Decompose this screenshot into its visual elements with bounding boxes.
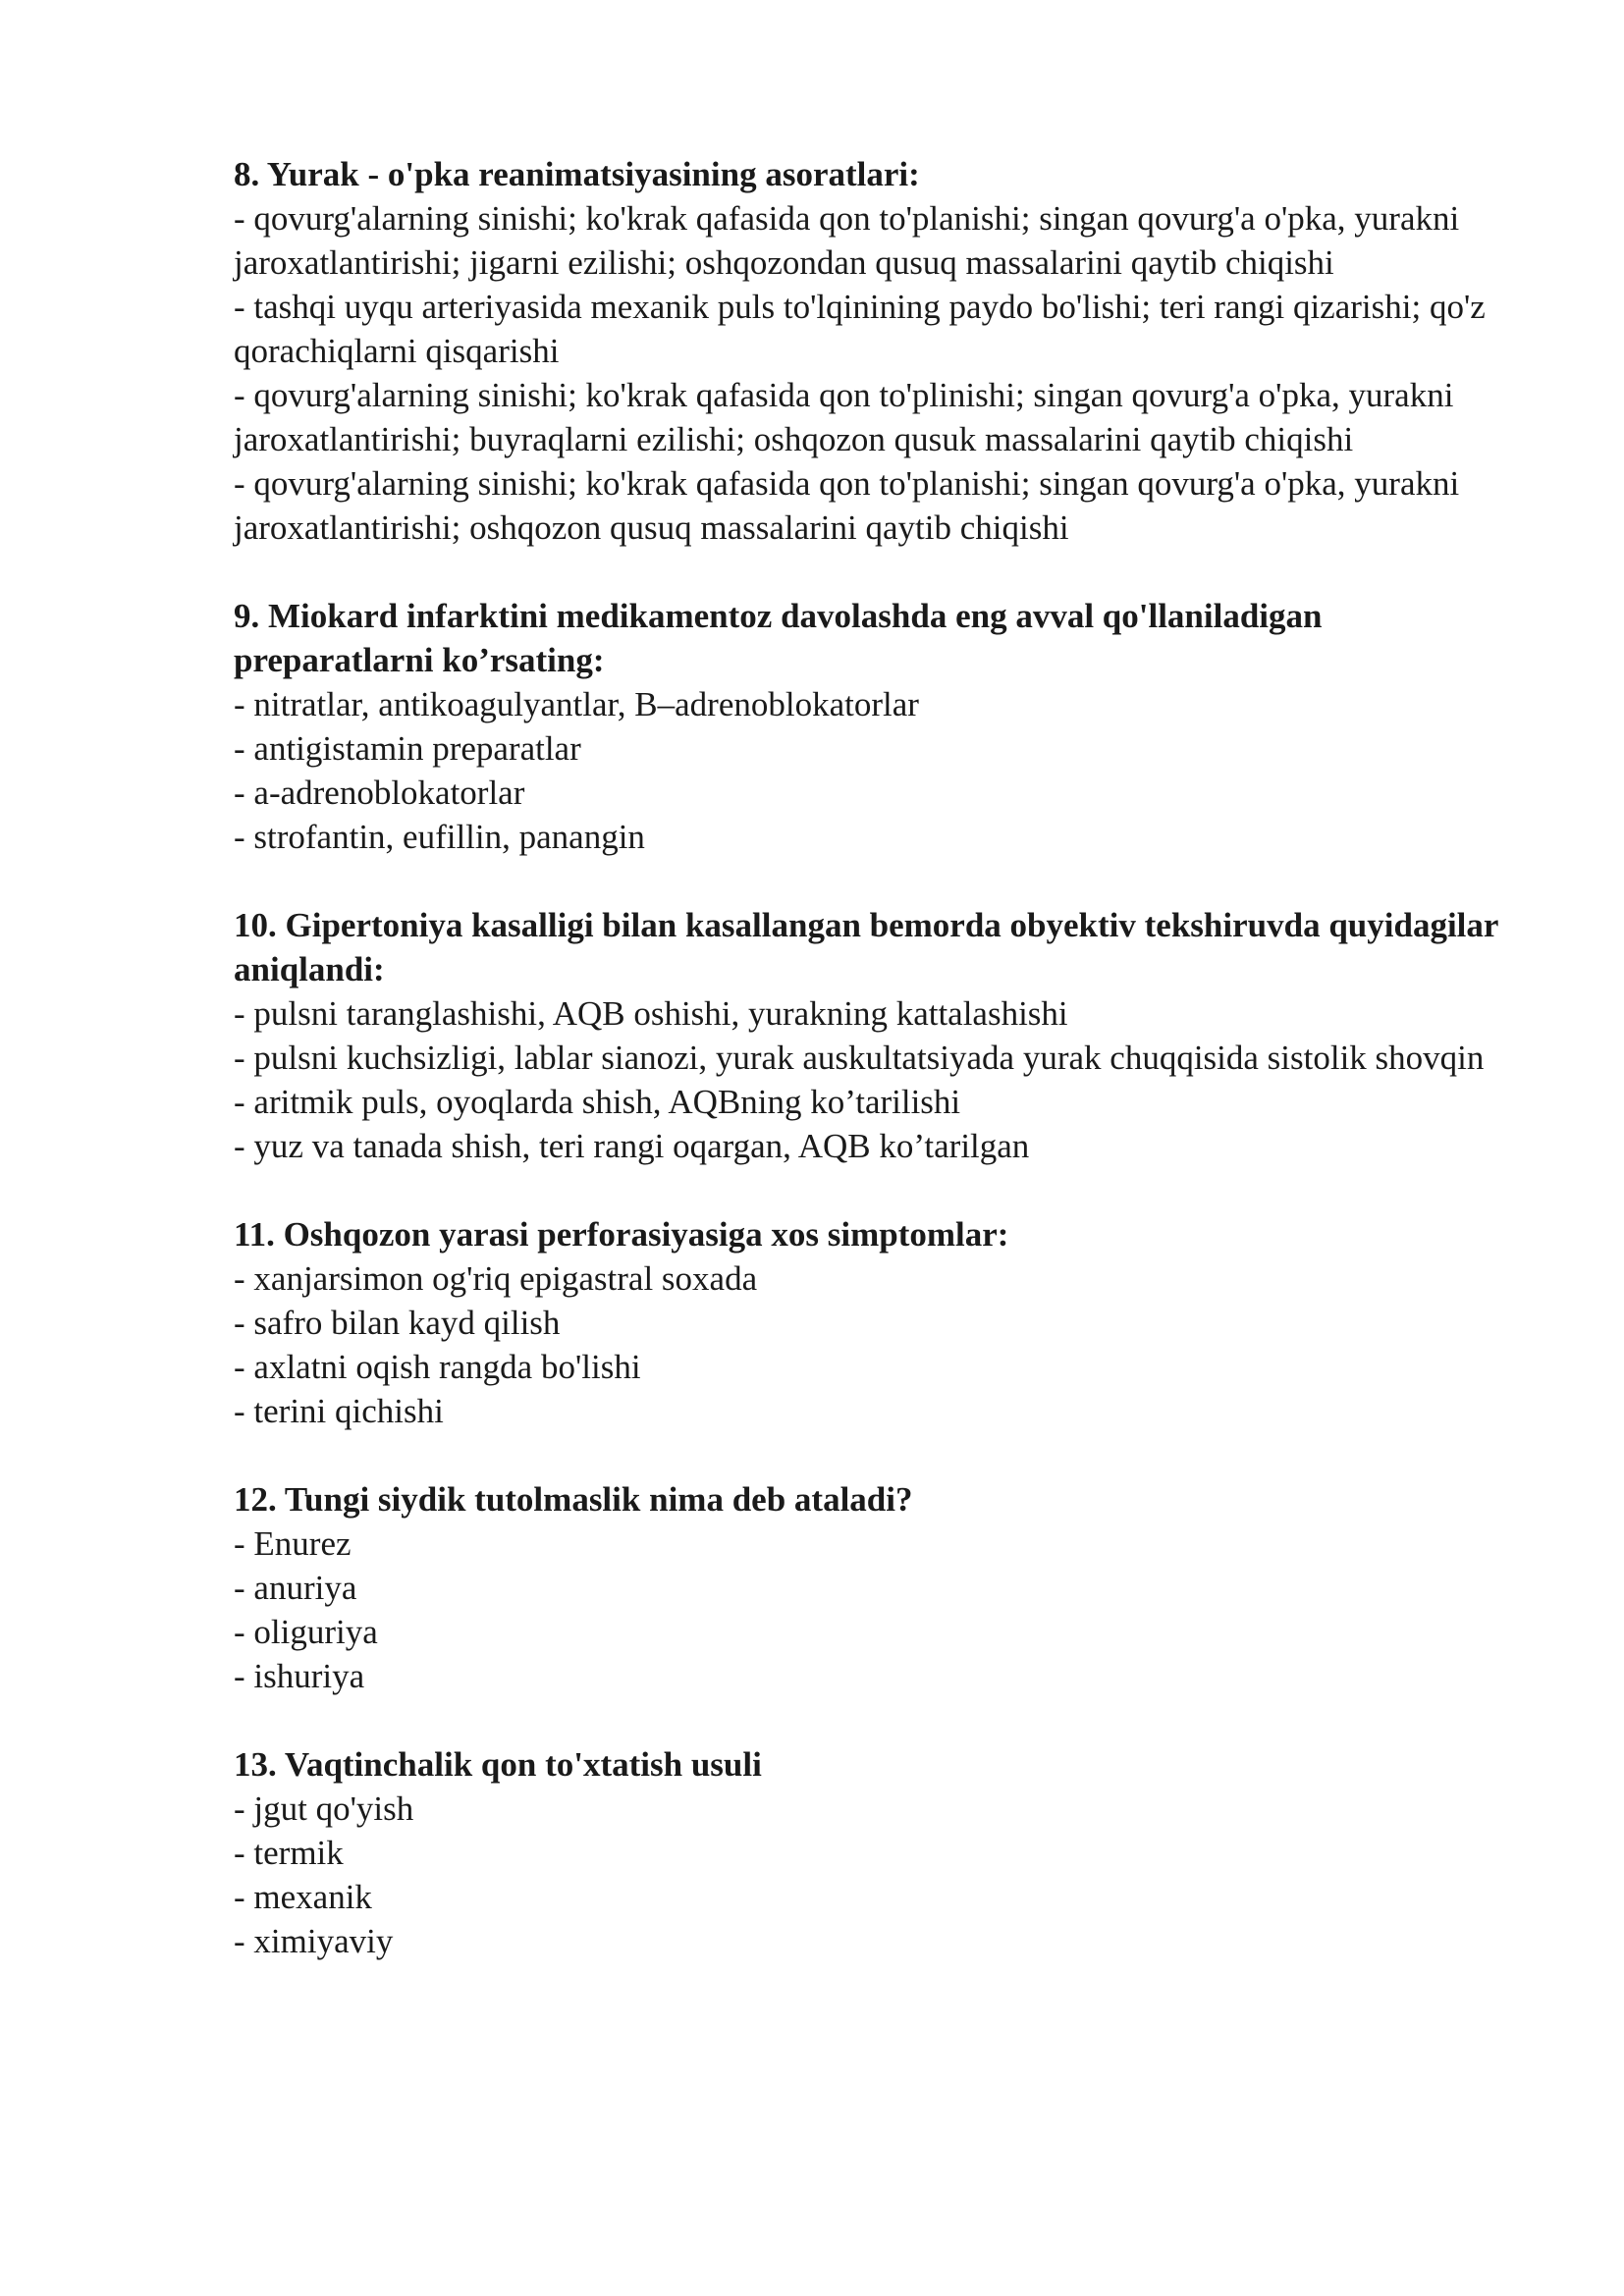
answer-option bbox=[234, 1522, 1520, 1566]
option-text: jgut qo'yish bbox=[253, 1789, 414, 1828]
question-number: 10. bbox=[234, 906, 277, 944]
option-text: tashqi uyqu arteriyasida mexanik puls to'lqinining paydo bo'lishi; teri rangi qizarishi; qo'z qorachiqlarni qisqarishi bbox=[234, 288, 1486, 370]
question-8 bbox=[234, 152, 1520, 550]
answer-option bbox=[234, 1919, 1520, 1963]
option-text: terini qichishi bbox=[253, 1392, 444, 1430]
option-dash: - bbox=[234, 199, 254, 238]
question-13 bbox=[234, 1742, 1520, 1963]
question-text: Yurak - o'pka reanimatsiyasining asoratlari: bbox=[266, 155, 920, 193]
answer-option bbox=[234, 1256, 1520, 1301]
answer-option bbox=[234, 991, 1520, 1036]
option-dash: - bbox=[234, 818, 254, 856]
option-dash: - bbox=[234, 1657, 254, 1695]
answer-option bbox=[234, 285, 1520, 373]
answer-option bbox=[234, 1787, 1520, 1831]
option-dash: - bbox=[234, 1039, 254, 1077]
option-text: aritmik puls, oyoqlarda shish, AQBning ko’tarilishi bbox=[253, 1083, 961, 1121]
answer-option bbox=[234, 1389, 1520, 1433]
option-dash: - bbox=[234, 1127, 254, 1165]
answer-option bbox=[234, 682, 1520, 726]
option-dash: - bbox=[234, 288, 254, 326]
answer-option bbox=[234, 1831, 1520, 1875]
option-dash: - bbox=[234, 1392, 254, 1430]
answer-option bbox=[234, 1566, 1520, 1610]
answer-option bbox=[234, 1345, 1520, 1389]
option-text: axlatni oqish rangda bo'lishi bbox=[253, 1348, 641, 1386]
option-dash: - bbox=[234, 1613, 254, 1651]
question-title bbox=[234, 1742, 1520, 1787]
answer-option bbox=[234, 726, 1520, 771]
question-11 bbox=[234, 1212, 1520, 1433]
option-dash: - bbox=[234, 994, 254, 1033]
option-text: Enurez bbox=[253, 1524, 352, 1563]
option-text: ishuriya bbox=[253, 1657, 365, 1695]
document-page bbox=[234, 152, 1520, 2007]
question-10 bbox=[234, 903, 1520, 1168]
question-12 bbox=[234, 1477, 1520, 1698]
option-dash: - bbox=[234, 1569, 254, 1607]
answer-option bbox=[234, 196, 1520, 285]
answer-option bbox=[234, 1080, 1520, 1124]
option-text: a-adrenoblokatorlar bbox=[253, 774, 525, 812]
option-dash: - bbox=[234, 1834, 254, 1872]
option-text: pulsni kuchsizligi, lablar sianozi, yurak auskultatsiyada yurak chuqqisida sistolik shovqin bbox=[253, 1039, 1485, 1077]
option-text: xanjarsimon og'riq epigastral soxada bbox=[253, 1259, 758, 1298]
answer-option bbox=[234, 1875, 1520, 1919]
option-text: mexanik bbox=[253, 1878, 372, 1916]
question-title bbox=[234, 594, 1520, 682]
answer-option bbox=[234, 815, 1520, 859]
answer-option bbox=[234, 1036, 1520, 1080]
option-dash: - bbox=[234, 685, 254, 723]
answer-option bbox=[234, 373, 1520, 461]
option-text: nitratlar, antikoagulyantlar, B–adrenoblokatorlar bbox=[253, 685, 919, 723]
option-dash: - bbox=[234, 1348, 254, 1386]
option-dash: - bbox=[234, 376, 254, 414]
option-dash: - bbox=[234, 1789, 254, 1828]
question-number: 9. bbox=[234, 597, 260, 635]
question-number: 12. bbox=[234, 1480, 277, 1519]
option-text: qovurg'alarning sinishi; ko'krak qafasida qon to'planishi; singan qovurg'a o'pka, yurakni jaroxatlantirishi; oshqozon qusuq massalarini qaytib chiqishi bbox=[234, 464, 1460, 547]
option-dash: - bbox=[234, 1878, 254, 1916]
question-title bbox=[234, 1212, 1520, 1256]
question-text: Tungi siydik tutolmaslik nima deb ataladi? bbox=[284, 1480, 913, 1519]
option-dash: - bbox=[234, 1304, 254, 1342]
question-number: 11. bbox=[234, 1215, 275, 1254]
option-dash: - bbox=[234, 1524, 254, 1563]
option-dash: - bbox=[234, 1083, 254, 1121]
answer-option bbox=[234, 1124, 1520, 1168]
answer-option bbox=[234, 461, 1520, 550]
option-dash: - bbox=[234, 729, 254, 768]
option-text: oliguriya bbox=[253, 1613, 378, 1651]
question-text: Oshqozon yarasi perforasiyasiga xos simptomlar: bbox=[283, 1215, 1009, 1254]
answer-option bbox=[234, 1654, 1520, 1698]
option-text: safro bilan kayd qilish bbox=[253, 1304, 561, 1342]
question-number: 8. bbox=[234, 155, 260, 193]
option-dash: - bbox=[234, 774, 254, 812]
question-title bbox=[234, 1477, 1520, 1522]
option-text: yuz va tanada shish, teri rangi oqargan, AQB ko’tarilgan bbox=[253, 1127, 1030, 1165]
option-text: ximiyaviy bbox=[253, 1922, 394, 1960]
option-text: anuriya bbox=[253, 1569, 357, 1607]
option-text: pulsni taranglashishi, AQB oshishi, yurakning kattalashishi bbox=[253, 994, 1068, 1033]
question-number: 13. bbox=[234, 1745, 277, 1784]
question-title bbox=[234, 903, 1520, 991]
option-dash: - bbox=[234, 464, 254, 503]
option-dash: - bbox=[234, 1259, 254, 1298]
option-text: qovurg'alarning sinishi; ko'krak qafasida qon to'plinishi; singan qovurg'a o'pka, yurakni jaroxatlantirishi; buyraqlarni ezilishi; oshqozon qusuk massalarini qaytib chiqishi bbox=[234, 376, 1454, 458]
question-text: Miokard infarktini medikamentoz davolashda eng avval qo'llaniladigan preparatlarni ko’rsating: bbox=[234, 597, 1323, 679]
option-dash: - bbox=[234, 1922, 254, 1960]
question-text: Gipertoniya kasalligi bilan kasallangan bemorda obyektiv tekshiruvda quyidagilar aniqlandi: bbox=[234, 906, 1498, 988]
option-text: antigistamin preparatlar bbox=[253, 729, 581, 768]
option-text: qovurg'alarning sinishi; ko'krak qafasida qon to'planishi; singan qovurg'a o'pka, yurakni jaroxatlantirishi; jigarni ezilishi; oshqozondan qusuq massalarini qaytib chiqishi bbox=[234, 199, 1460, 282]
answer-option bbox=[234, 1301, 1520, 1345]
question-text: Vaqtinchalik qon to'xtatish usuli bbox=[284, 1745, 762, 1784]
question-9 bbox=[234, 594, 1520, 859]
question-title bbox=[234, 152, 1520, 196]
answer-option bbox=[234, 1610, 1520, 1654]
option-text: strofantin, eufillin, panangin bbox=[253, 818, 645, 856]
option-text: termik bbox=[253, 1834, 344, 1872]
answer-option bbox=[234, 771, 1520, 815]
